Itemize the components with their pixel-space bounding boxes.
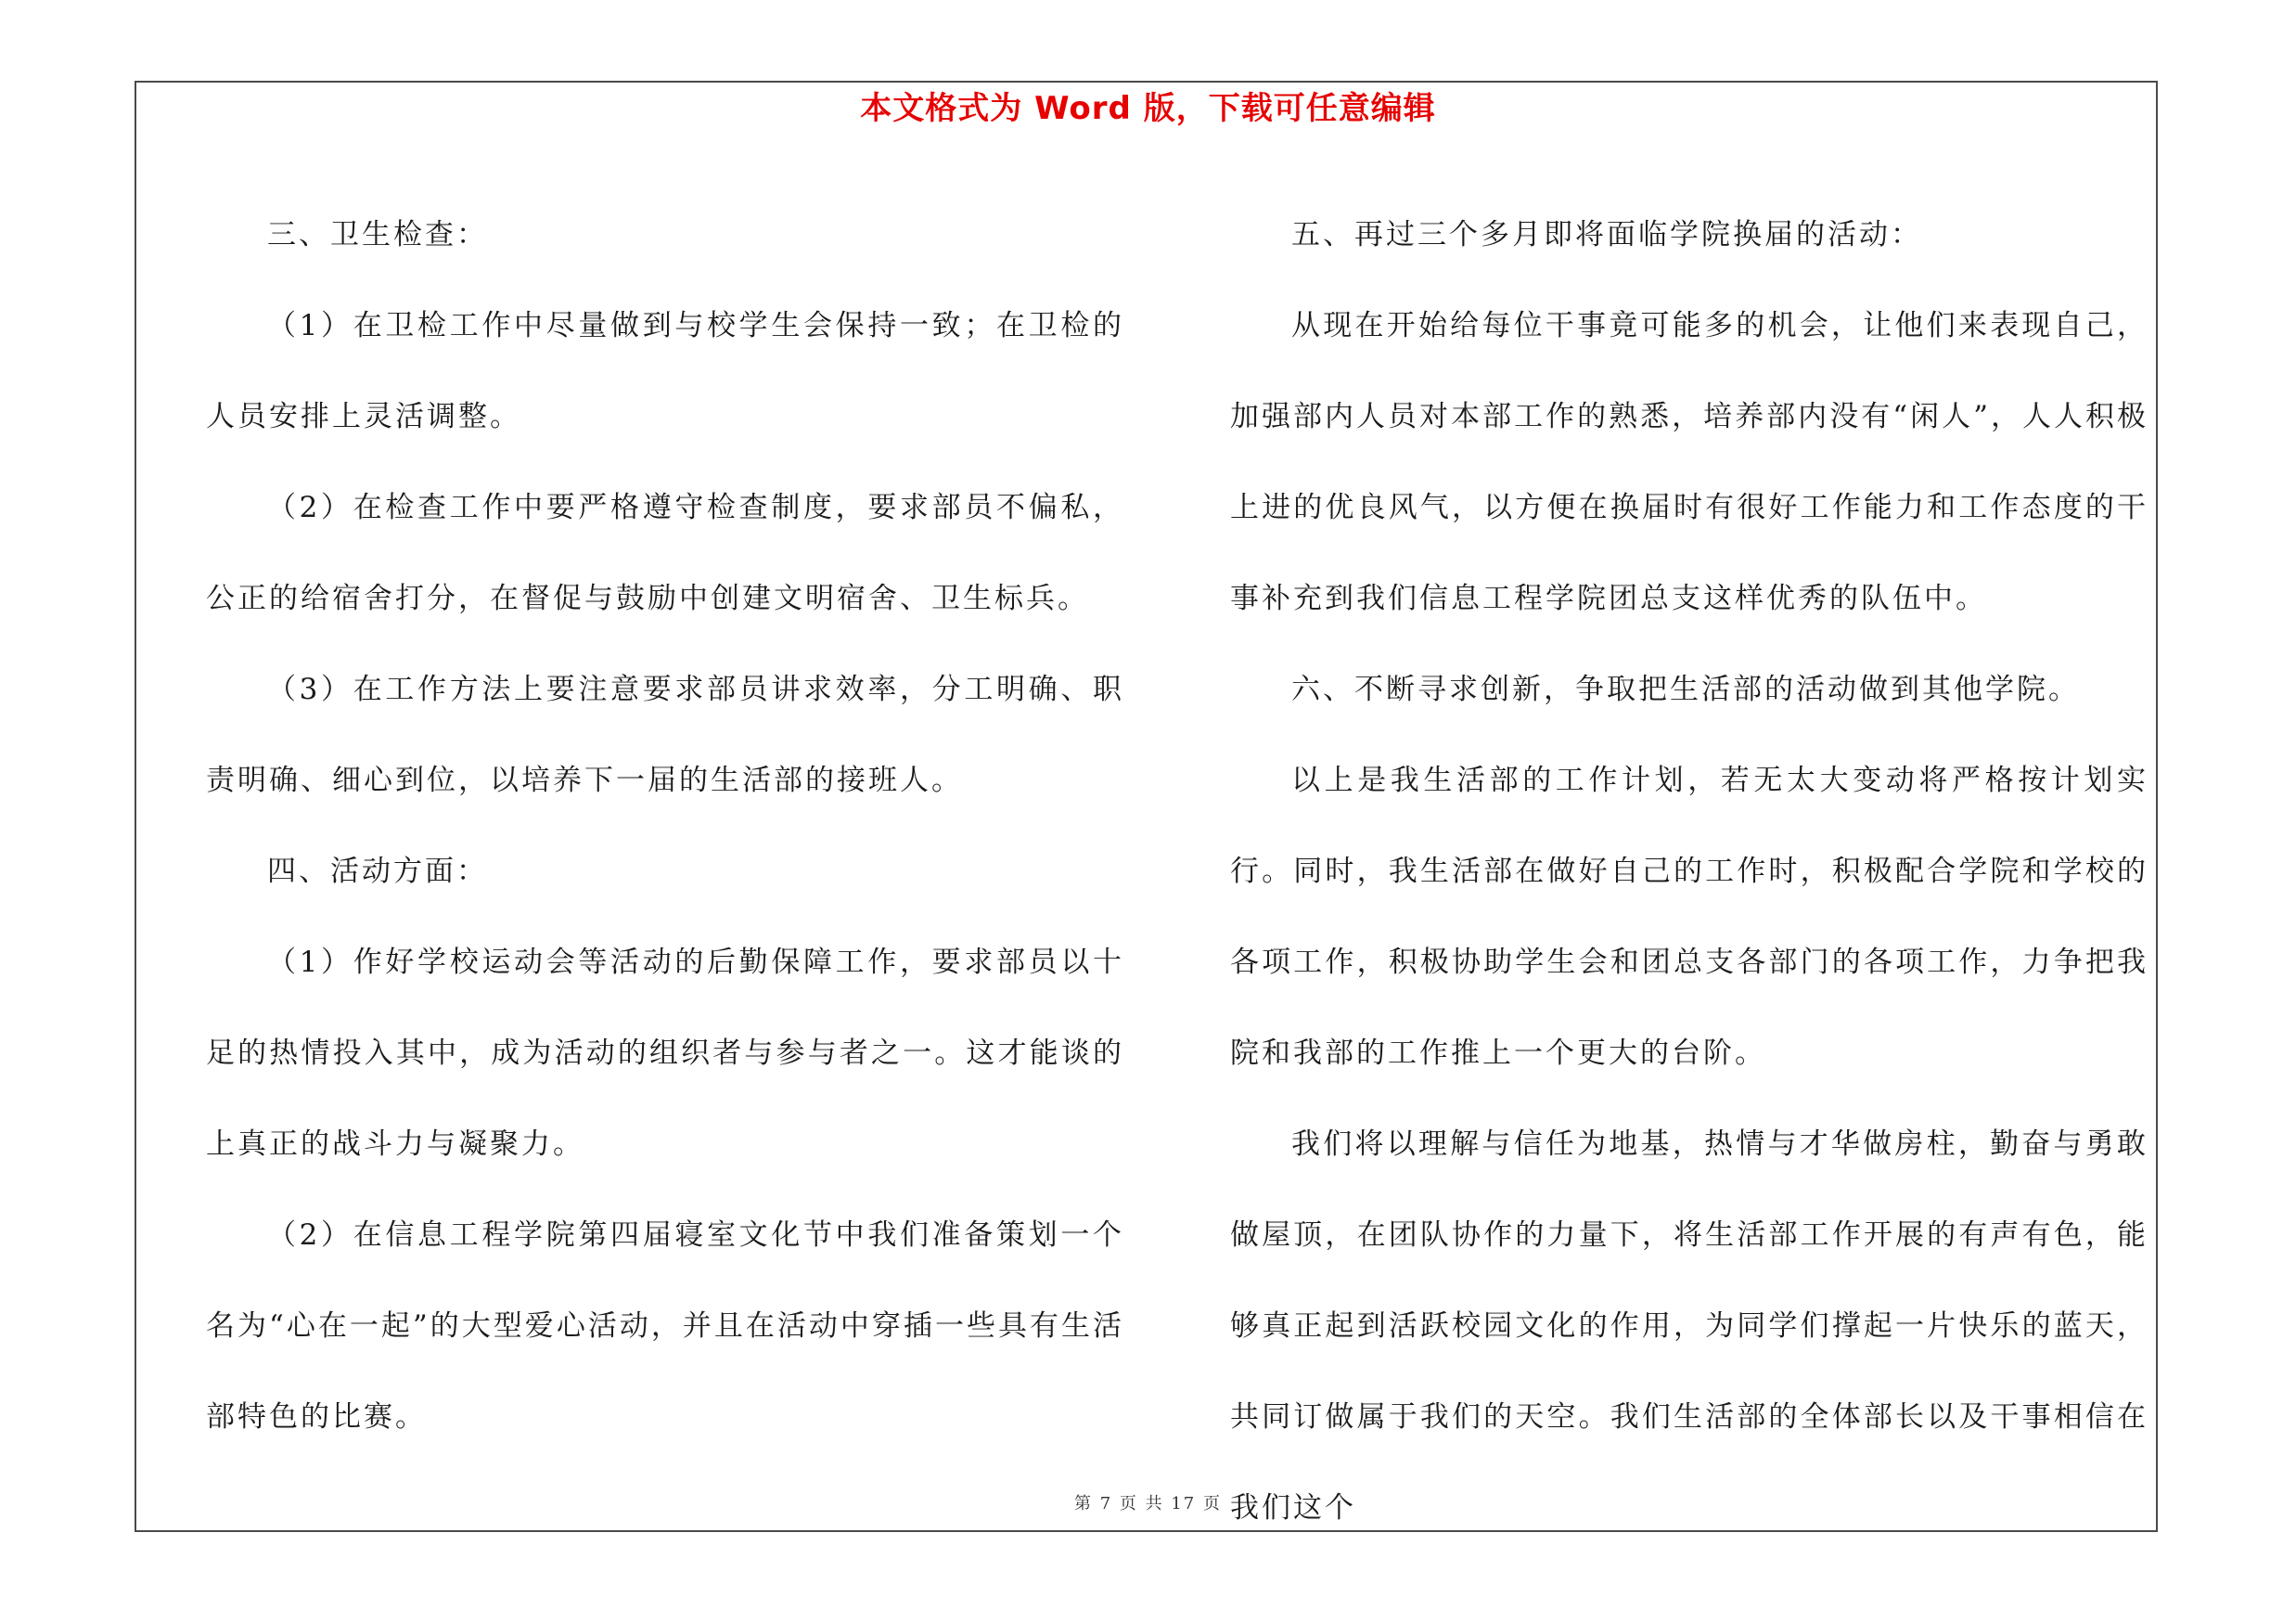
section-heading-hygiene: 三、卫生检查：	[267, 218, 488, 251]
section-heading-innovation: 六、不断寻求创新，争取把生活部的活动做到其他学院。	[1291, 673, 2080, 706]
word-format-banner: 本文格式为 Word 版，下载可任意编辑	[860, 90, 1436, 127]
paragraph: 我们将以理解与信任为地基，热情与才华做房柱，勤奋与勇敢做屋顶，在团队协作的力量下，将生活部工作开展的有声有色，能够真正起到活跃校园文化的作用，为同学们撑起一片快乐的蓝天，共同订做属于我们的天空。我们生活部的全体部长以及干事相信在我们这个	[1230, 1127, 2148, 1525]
paragraph: 从现在开始给每位干事竟可能多的机会，让他们来表现自己，加强部内人员对本部工作的熟悉，培养部内没有“闲人”，人人积极上进的优良风气，以方便在换届时有很好工作能力和工作态度的干事补充到我们信息工程学院团总支这样优秀的队伍中。	[1230, 309, 2148, 615]
page-number: 第 7 页 共 17 页	[1074, 1494, 1222, 1514]
paragraph: （2）在检查工作中要严格遵守检查制度，要求部员不偏私，公正的给宿舍打分，在督促与鼓励中创建文明宿舍、卫生标兵。	[206, 491, 1124, 615]
left-column	[206, 189, 1124, 1462]
paragraph: 以上是我生活部的工作计划，若无太大变动将严格按计划实行。同时，我生活部在做好自己的工作时，积极配合学院和学校的各项工作，积极协助学生会和团总支各部门的各项工作，力争把我院和我部的工作推上一个更大的台阶。	[1230, 764, 2148, 1070]
paragraph: （3）在工作方法上要注意要求部员讲求效率，分工明确、职责明确、细心到位，以培养下一届的生活部的接班人。	[206, 673, 1124, 797]
paragraph: （1）作好学校运动会等活动的后勤保障工作，要求部员以十足的热情投入其中，成为活动的组织者与参与者之一。这才能谈的上真正的战斗力与凝聚力。	[206, 946, 1124, 1161]
section-heading-activities: 四、活动方面：	[267, 855, 488, 888]
paragraph: （2）在信息工程学院第四届寝室文化节中我们准备策划一个名为“心在一起”的大型爱心活动，并且在活动中穿插一些具有生活部特色的比赛。	[206, 1218, 1124, 1434]
right-column	[1230, 189, 2148, 1553]
paragraph: （1）在卫检工作中尽量做到与校学生会保持一致；在卫检的人员安排上灵活调整。	[206, 309, 1124, 433]
section-heading-transition: 五、再过三个多月即将面临学院换届的活动：	[1291, 218, 1922, 251]
